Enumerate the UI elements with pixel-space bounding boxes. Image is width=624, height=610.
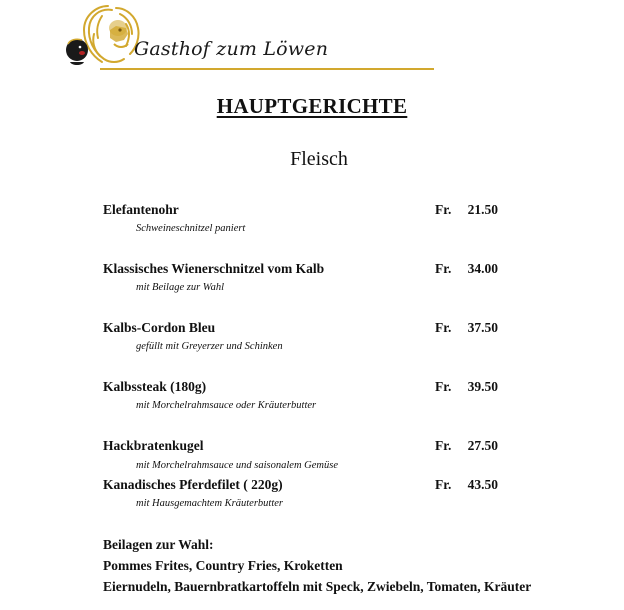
menu-item-currency: Fr.	[435, 261, 452, 276]
menu-item-price: 39.50	[467, 379, 498, 394]
menu-item-description: mit Morchelrahmsauce und saisonalem Gemüse	[136, 460, 338, 471]
menu-item-name: Klassisches Wienerschnitzel vom Kalb	[103, 261, 325, 276]
menu-item-price: 37.50	[467, 320, 498, 335]
menu-item-description: gefüllt mit Greyerzer und Schinken	[136, 341, 283, 352]
menu-item-description: mit Beilage zur Wahl	[136, 282, 224, 293]
menu-item-currency: Fr.	[435, 202, 452, 217]
menu-item-name: Elefantenohr	[103, 202, 179, 217]
menu-item-currency: Fr.	[435, 379, 452, 394]
menu-item-name: Hackbratenkugel	[103, 438, 204, 453]
menu-item-currency: Fr.	[435, 320, 452, 335]
page-title: HAUPTGERICHTE	[216, 94, 408, 118]
menu-item-price: 27.50	[467, 438, 498, 453]
menu-item-currency: Fr.	[435, 438, 452, 453]
menu-item-name: Kanadisches Pferdefilet ( 220g)	[103, 477, 283, 492]
menu-item-currency: Fr.	[435, 477, 452, 492]
menu-item-price: 43.50	[467, 477, 498, 492]
menu-item-description: mit Morchelrahmsauce oder Kräuterbutter	[136, 400, 317, 411]
menu-item-name: Kalbssteak (180g)	[103, 379, 207, 394]
menu-item-price: 21.50	[467, 202, 498, 217]
header-divider	[100, 68, 434, 70]
menu-item-description: Schweineschnitzel paniert	[136, 223, 246, 234]
sides-heading: Beilagen zur Wahl:	[103, 537, 214, 552]
sides-line: Pommes Frites, Country Fries, Kroketten	[103, 558, 343, 573]
menu-item-description: mit Hausgemachtem Kräuterbutter	[136, 498, 283, 509]
logo-text: Gasthof zum Löwen	[134, 38, 329, 60]
menu-item-name: Kalbs-Cordon Bleu	[103, 320, 216, 335]
logo	[62, 4, 382, 70]
section-title: Fleisch	[290, 148, 348, 170]
moor-head-icon	[62, 36, 92, 66]
sides-line: Eiernudeln, Bauernbratkartoffeln mit Speck, Zwiebeln, Tomaten, Kräuter	[103, 579, 532, 594]
menu-item-price: 34.00	[467, 261, 498, 276]
